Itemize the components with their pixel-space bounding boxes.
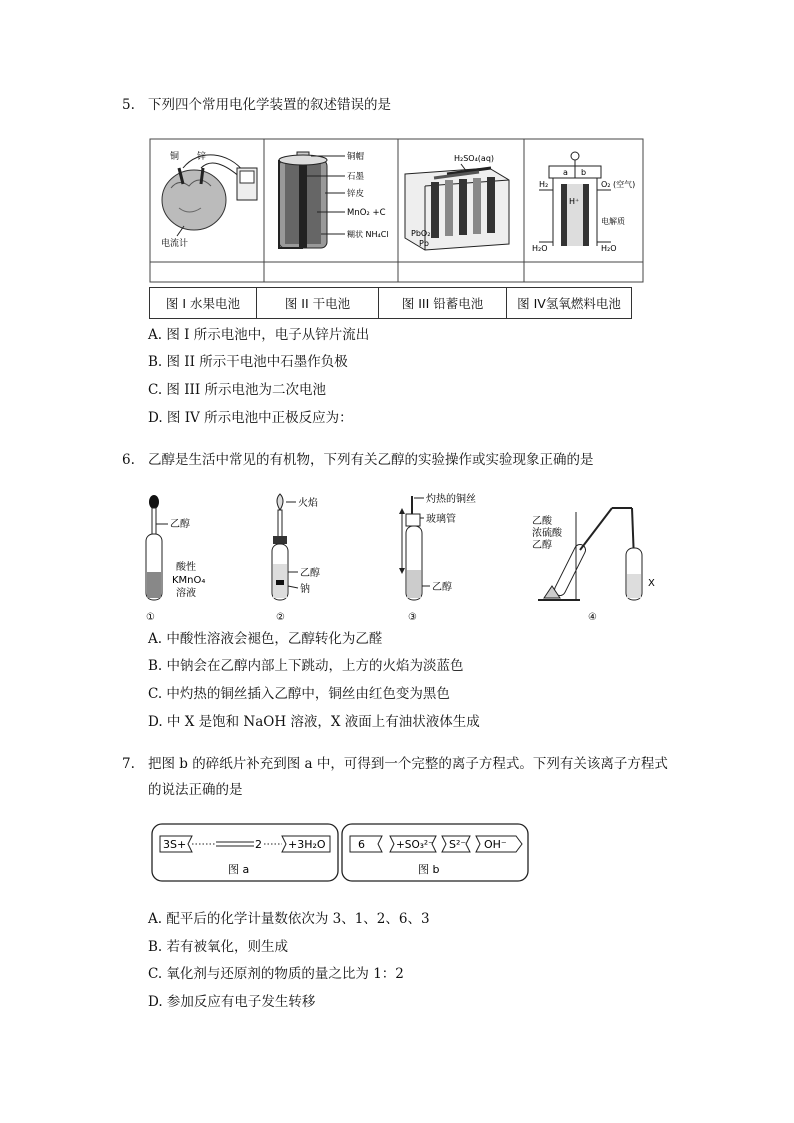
svg-text:6: 6 [358,838,365,851]
q7-stem-line-1: 把图 b 的碎纸片补充到图 a 中，可得到一个完整的离子方程式。下列有关该离子方程式 [148,756,668,772]
q6-option-d: D. 中 X 是饱和 NaOH 溶液，X 液面上有油状液体生成 [148,714,480,730]
svg-text:石墨: 石墨 [347,172,365,182]
q5-number: 5. [122,97,135,113]
svg-text:+3H₂O: +3H₂O [288,838,326,851]
q5-option-c: C. 图 III 所示电池为二次电池 [148,382,327,398]
svg-text:③: ③ [408,612,417,623]
q7-number: 7. [122,756,135,772]
svg-text:乙酸: 乙酸 [532,516,552,527]
svg-text:O₂ (空气): O₂ (空气) [601,180,636,189]
experiment-2 [272,494,320,623]
svg-text:糊状 NH₄Cl: 糊状 NH₄Cl [347,230,389,239]
svg-text:Pb: Pb [419,239,429,248]
svg-text:MnO₂ +C: MnO₂ +C [347,208,386,218]
experiment-4 [532,508,655,623]
svg-text:电解质: 电解质 [601,217,625,226]
q5-option-b: B. 图 II 所示干电池中石墨作负极 [148,354,348,370]
q6-option-a: A. 中酸性溶液会褪色，乙醇转化为乙醛 [148,631,383,647]
svg-text:X: X [648,578,655,589]
svg-text:锌: 锌 [197,152,207,162]
fuel-cell-figure [532,152,635,253]
svg-text:火焰: 火焰 [298,498,318,509]
svg-text:浓硫酸: 浓硫酸 [532,528,562,539]
q7-stem-line-2: 的说法正确的是 [148,782,243,798]
svg-text:②: ② [276,612,285,623]
q6-stem: 乙醇是生活中常见的有机物，下列有关乙醇的实验操作或实验现象正确的是 [148,452,594,468]
svg-text:溶液: 溶液 [176,588,196,599]
caption-fig-4: 图 IV氢氧燃料电池 [517,296,621,311]
svg-text:乙醇: 乙醇 [432,582,452,593]
svg-text:钠: 钠 [300,584,310,595]
q5-stem: 下列四个常用电化学装置的叙述错误的是 [148,97,391,113]
q7-option-b: B. 若有被氧化，则生成 [148,939,289,955]
q5-caption-row [149,287,632,319]
svg-text:H₂SO₄(aq): H₂SO₄(aq) [454,154,495,163]
q7-option-d: D. 参加反应有电子发生转移 [148,994,316,1010]
q6-number: 6. [122,452,135,468]
svg-text:+SO₃²⁻: +SO₃²⁻ [396,839,434,851]
q7-figure [150,822,530,884]
caption-fig-1: 图 I 水果电池 [150,288,257,318]
svg-text:锌皮: 锌皮 [347,189,365,199]
svg-text:b: b [581,168,587,177]
q5-option-a: A. 图 I 所示电池中，电子从锌片流出 [148,327,370,343]
caption-fig-3: 图 III 铅蓄电池 [379,288,507,318]
svg-text:H⁺: H⁺ [569,197,580,206]
svg-text:2: 2 [255,838,262,851]
q6-option-c: C. 中灼热的铜丝插入乙醇中，铜丝由红色变为黑色 [148,686,450,702]
q5-option-d: D. 图 IV 所示电池中正极反应为： [148,410,353,426]
experiment-3 [399,492,476,623]
q5-figure [149,138,645,284]
q6-figure [140,490,660,626]
svg-text:图 a: 图 a [228,863,250,876]
caption-fig-2: 图 II 干电池 [257,288,379,318]
svg-text:3S+: 3S+ [163,838,187,851]
svg-text:乙醇: 乙醇 [170,519,190,530]
svg-text:PbO₂: PbO₂ [411,229,431,238]
q7-option-a: A. 配平后的化学计量数依次为 3、1、2、6、3 [148,911,430,927]
svg-text:S²⁻: S²⁻ [449,838,467,851]
svg-text:图 b: 图 b [418,863,440,876]
svg-text:酸性: 酸性 [176,562,196,573]
svg-text:①: ① [146,612,155,623]
svg-text:H₂O: H₂O [532,244,548,253]
svg-text:铜: 铜 [170,152,180,162]
svg-text:乙醇: 乙醇 [300,568,320,579]
q6-option-b: B. 中钠会在乙醇内部上下跳动，上方的火焰为淡蓝色 [148,658,464,674]
svg-text:玻璃管: 玻璃管 [426,514,456,525]
experiment-1 [146,495,205,623]
dry-cell-figure [279,151,389,248]
q7-option-c: C. 氧化剂与还原剂的物质的量之比为 1：2 [148,966,404,982]
lead-acid-figure [405,154,509,250]
svg-text:a: a [563,168,568,177]
svg-text:④: ④ [588,612,597,623]
svg-text:铜帽: 铜帽 [347,152,365,162]
svg-text:OH⁻: OH⁻ [484,838,507,851]
svg-text:H₂O: H₂O [601,244,617,253]
svg-text:乙醇: 乙醇 [532,540,552,551]
svg-text:H₂: H₂ [539,180,549,189]
svg-text:灼热的铜丝: 灼热的铜丝 [426,494,476,505]
svg-text:电流计: 电流计 [161,239,189,249]
svg-text:KMnO₄: KMnO₄ [172,575,206,586]
fruit-battery-figure [161,150,257,249]
